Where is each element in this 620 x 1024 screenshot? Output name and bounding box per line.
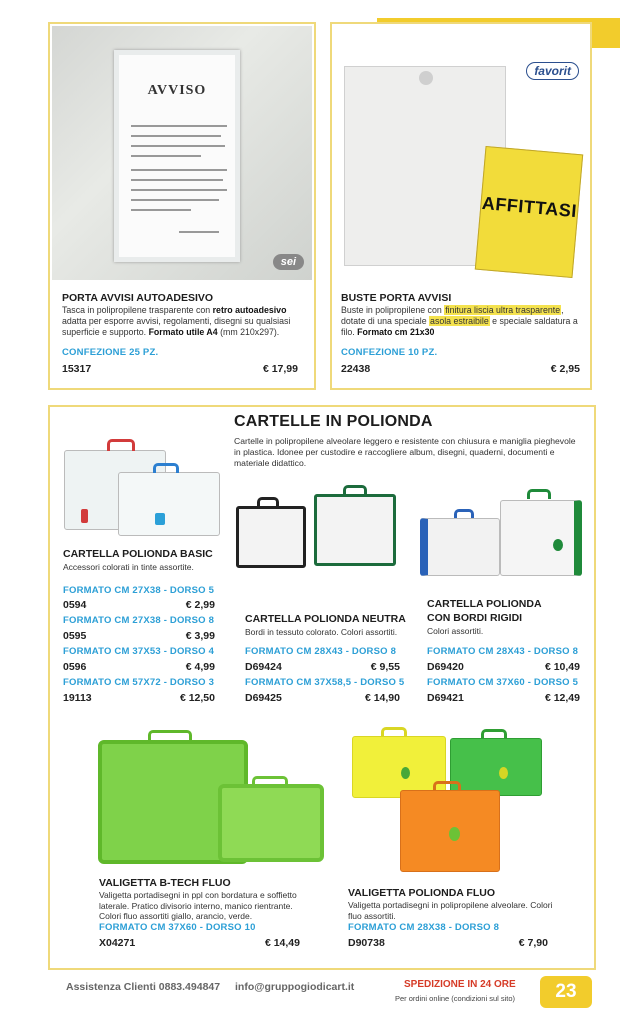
fluo-price: € 7,90: [518, 937, 548, 949]
sign-text-line: [131, 135, 221, 137]
basic-code-4: 19113: [63, 692, 92, 704]
favorit-brand-logo: favorit: [526, 62, 579, 80]
btech-price: € 14,49: [264, 937, 300, 949]
case-handle: [148, 730, 192, 742]
polionda-section-title: CARTELLE IN POLIONDA: [234, 413, 433, 430]
buste-description: Buste in polipropilene con finitura liscia ultra trasparente, dotate di una speciale asola estraibile e speciale saldatura a filo. Formato cm 21x30: [341, 305, 578, 337]
case-handle: [107, 439, 135, 451]
rigidi-description: Colori assortiti.: [427, 626, 484, 636]
basic-code-2: 0595: [63, 630, 87, 642]
sei-brand-logo: sei: [273, 254, 304, 270]
porta-avvisi-pack: CONFEZIONE 25 PZ.: [62, 347, 159, 358]
fluo-case-yellow: [352, 736, 446, 798]
case-handle: [481, 729, 507, 738]
case-handle: [433, 781, 461, 790]
avviso-sign-title: AVVISO: [147, 83, 207, 98]
sign-text-line: [131, 155, 201, 157]
btech-format: FORMATO CM 37X60 - DORSO 10: [99, 922, 256, 933]
case-clasp: [401, 767, 410, 779]
sign-text-line: [131, 145, 225, 147]
buste-photo: [334, 48, 589, 280]
fluo-format: FORMATO CM 28X38 - DORSO 8: [348, 922, 500, 933]
basic-format-1: FORMATO CM 27X38 - DORSO 5: [63, 585, 215, 596]
porta-avvisi-description: Tasca in polipropilene trasparente con retro autoadesivo adatta per esporre avvisi, regolamenti, disegni su qualsiasi superficie e supporto. Formato utile A4 (mm 210x297).: [62, 305, 291, 337]
basic-price-1: € 2,99: [185, 599, 215, 611]
neutra-case-image: [236, 506, 306, 568]
sign-text-line: [131, 189, 227, 191]
rigidi-code-2: D69421: [427, 692, 464, 704]
btech-description: Valigetta portadisegni in ppl con bordatura e soffietto laterale. Pratico divisorio interno, manico rientrante. Colori fluo assortiti giallo, arancio, verde.: [99, 890, 297, 921]
fluo-description: Valigetta portadisegni in polipropilene alveolare. Colori fluo assortiti.: [348, 900, 553, 921]
case-clasp: [553, 539, 563, 551]
case-handle: [257, 497, 279, 507]
case-clasp: [449, 827, 460, 841]
neutra-title: CARTELLA POLIONDA NEUTRA: [245, 613, 406, 625]
btech-case-image-2: [218, 784, 324, 862]
fluo-case-orange: [400, 790, 500, 872]
neutra-price-2: € 14,90: [364, 692, 400, 704]
rigidi-price-2: € 12,49: [544, 692, 580, 704]
fluo-title: VALIGETTA POLIONDA FLUO: [348, 887, 495, 899]
basic-code-3: 0596: [63, 661, 87, 673]
avviso-sign: [114, 50, 240, 262]
basic-format-3: FORMATO CM 37X53 - DORSO 4: [63, 646, 215, 657]
case-handle: [252, 776, 288, 786]
sign-text-line: [131, 209, 191, 211]
rigidi-price-1: € 10,49: [544, 661, 580, 673]
shipping-notice: SPEDIZIONE IN 24 ORE: [404, 979, 516, 990]
sign-text-line: [131, 179, 223, 181]
case-clasp: [499, 767, 508, 779]
buste-pack: CONFEZIONE 10 PZ.: [341, 347, 438, 358]
rigidi-title-line-1: CARTELLA POLIONDA: [427, 598, 542, 610]
sign-text-line: [131, 169, 227, 171]
buste-title: BUSTE PORTA AVVISI: [341, 292, 452, 304]
basic-case-image-2: [118, 472, 220, 536]
basic-price-3: € 4,99: [185, 661, 215, 673]
case-handle: [153, 463, 179, 473]
footer-email[interactable]: info@gruppogiodicart.it: [235, 981, 355, 993]
neutra-code-1: D69424: [245, 661, 282, 673]
case-clasp: [81, 509, 88, 523]
footer-assistance-phone: Assistenza Clienti 0883.494847: [66, 981, 221, 993]
buste-code: 22438: [341, 363, 371, 375]
rigidi-case-image: [420, 518, 500, 576]
neutra-code-2: D69425: [245, 692, 282, 704]
rigidi-case-image-2: [500, 500, 582, 576]
sign-text-line: [131, 125, 227, 127]
rigidi-format-2: FORMATO CM 37X60 - DORSO 5: [427, 677, 579, 688]
basic-price-4: € 12,50: [179, 692, 215, 704]
neutra-case-image-2: [314, 494, 396, 566]
page-number: 23: [540, 976, 592, 1008]
shipping-subnote: Per ordini online (condizioni sul sito): [395, 994, 516, 1003]
basic-title: CARTELLA POLIONDA BASIC: [63, 548, 213, 560]
case-handle: [454, 509, 474, 518]
basic-price-2: € 3,99: [185, 630, 215, 642]
porta-avvisi-price: € 17,99: [262, 363, 298, 375]
case-handle: [381, 727, 407, 736]
basic-code-1: 0594: [63, 599, 87, 611]
case-clasp: [155, 513, 165, 525]
rigidi-format-1: FORMATO CM 28X43 - DORSO 8: [427, 646, 579, 657]
btech-code: X04271: [99, 937, 136, 949]
neutra-format-1: FORMATO CM 28X43 - DORSO 8: [245, 646, 397, 657]
rigidi-title-line-2: CON BORDI RIGIDI: [427, 612, 523, 624]
poster-text: AFFITTASI: [481, 192, 578, 222]
basic-format-4: FORMATO CM 57X72 - DORSO 3: [63, 677, 215, 688]
porta-avvisi-code: 15317: [62, 363, 92, 375]
affittasi-poster: [475, 146, 583, 278]
buste-price: € 2,95: [550, 363, 580, 375]
polionda-section-description: Cartelle in polipropilene alveolare leggero e resistente con chiusura e maniglia pieghevole in plastica. Idonee per custodire e raccogliere album, disegni, quaderni, documenti e materiale didattico.: [234, 436, 576, 468]
neutra-price-1: € 9,55: [370, 661, 400, 673]
basic-format-2: FORMATO CM 27X38 - DORSO 8: [63, 615, 215, 626]
neutra-format-2: FORMATO CM 37X58,5 - DORSO 5: [245, 677, 405, 688]
basic-description: Accessori colorati in tinte assortite.: [63, 562, 194, 572]
case-handle: [343, 485, 367, 495]
fluo-code: D90738: [348, 937, 385, 949]
neutra-description: Bordi in tessuto colorato. Colori assortiti.: [245, 627, 398, 637]
sign-signature-line: [179, 231, 219, 233]
fluo-case-green: [450, 738, 542, 796]
sign-text-line: [131, 199, 219, 201]
case-handle: [527, 489, 551, 499]
porta-avvisi-photo: [52, 26, 312, 280]
porta-avvisi-title: PORTA AVVISI AUTOADESIVO: [62, 292, 214, 304]
btech-title: VALIGETTA B-TECH FLUO: [99, 877, 231, 889]
rigidi-code-1: D69420: [427, 661, 464, 673]
